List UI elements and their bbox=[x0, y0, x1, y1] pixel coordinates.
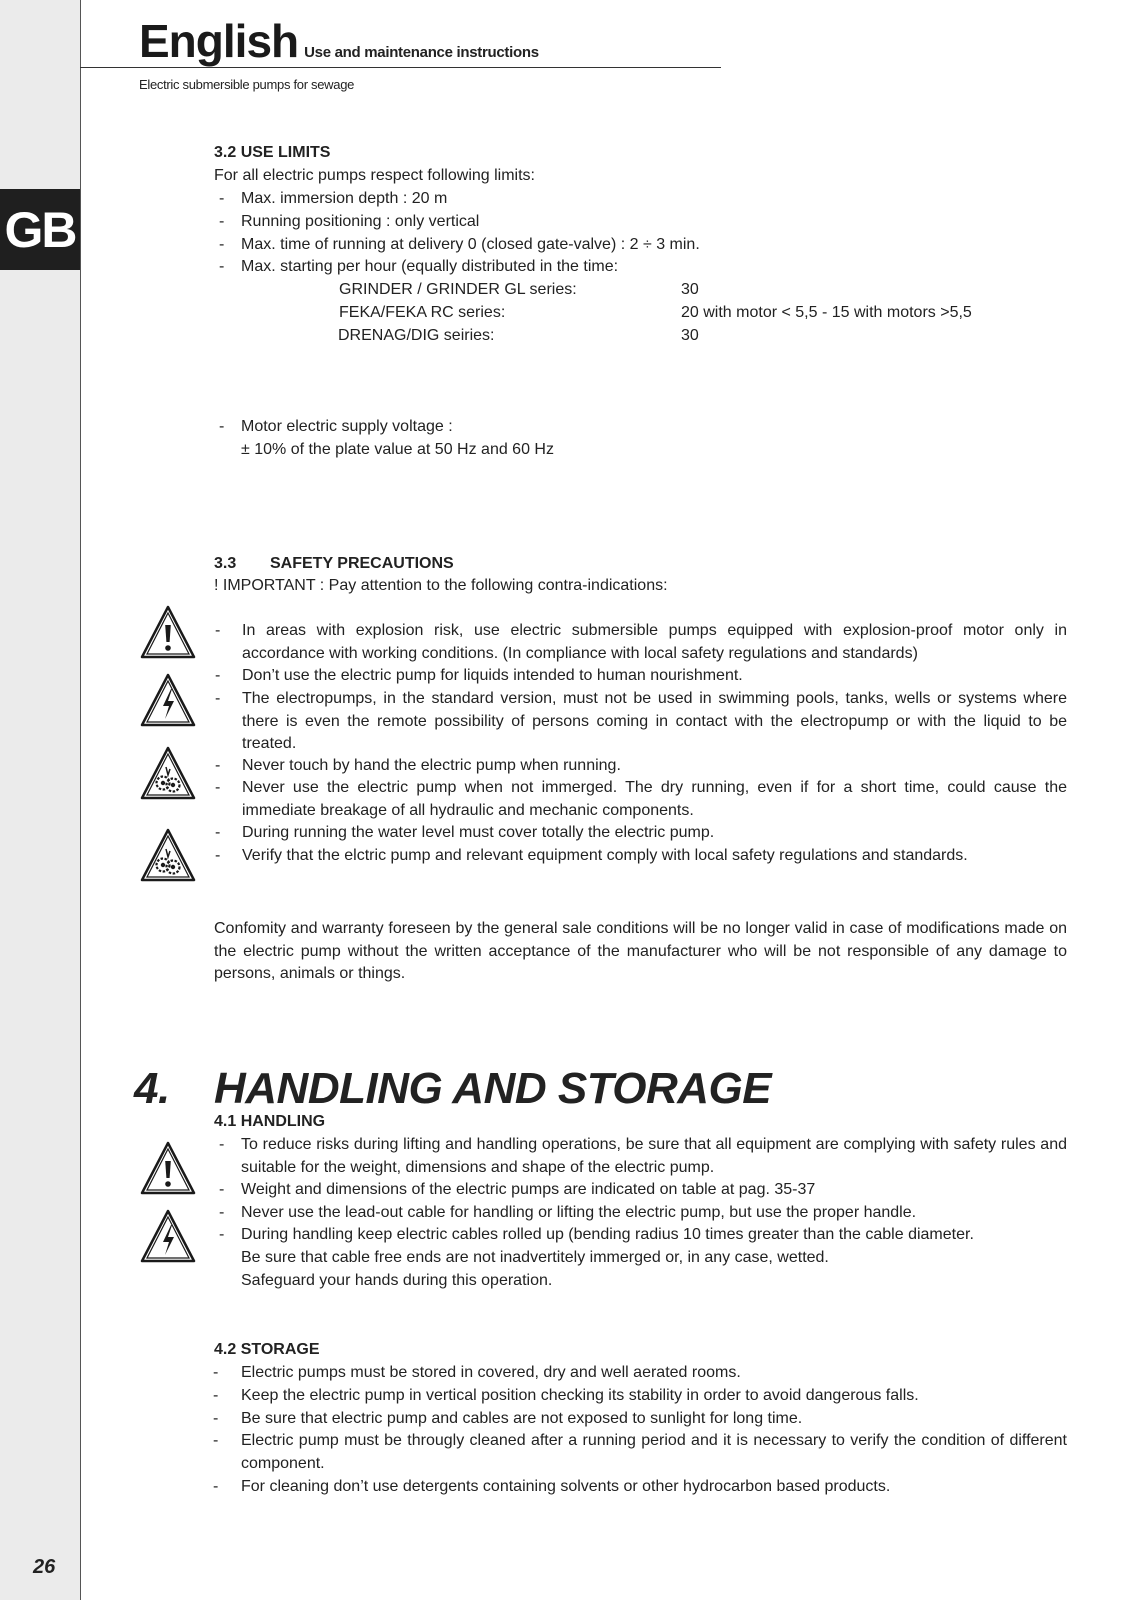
storage-item: Keep the electric pump in vertical position checking its stability in order to avoid dangerous falls. bbox=[241, 1387, 919, 1404]
section-number-3-3: 3.3 bbox=[214, 555, 237, 572]
series-value: 20 with motor < 5,5 - 15 with motors >5,5 bbox=[681, 304, 972, 321]
electric-hazard-icon bbox=[139, 1208, 197, 1266]
bullet-dash: - bbox=[219, 258, 225, 275]
header-rule bbox=[80, 67, 721, 68]
series-name: DRENAG/DIG seiries: bbox=[338, 327, 495, 344]
bullet-dash: - bbox=[219, 213, 225, 230]
series-value: 30 bbox=[681, 281, 699, 298]
safety-item: Don’t use the electric pump for liquids intended to human nourishment. bbox=[242, 667, 743, 684]
electric-hazard-icon bbox=[139, 672, 197, 730]
general-warning-icon bbox=[139, 1140, 197, 1198]
storage-item: Electric pumps must be stored in covered, dry and well aerated rooms. bbox=[241, 1364, 741, 1381]
moving-parts-hazard-icon bbox=[139, 745, 197, 803]
conformity-paragraph: Confomity and warranty foreseen by the general sale conditions will be no longer valid in case of modifications made on the electric pump without the written acceptance of the manufacturer who will be not responsible of any damage to persons, animals or things. bbox=[214, 920, 1067, 983]
storage-item: Be sure that electric pump and cables are not exposed to sunlight for long time. bbox=[241, 1410, 803, 1427]
bullet-dash: - bbox=[213, 1478, 219, 1495]
bullet-dash: - bbox=[219, 190, 225, 207]
use-limit-item: Max. starting per hour (equally distributed in the time: bbox=[241, 258, 619, 275]
bullet-dash: - bbox=[213, 1364, 219, 1381]
series-name: GRINDER / GRINDER GL series: bbox=[339, 281, 577, 298]
header-subtitle: Use and maintenance instructions bbox=[304, 44, 539, 61]
bullet-dash: - bbox=[213, 1432, 219, 1449]
safety-item: During running the water level must cover totally the electric pump. bbox=[242, 824, 715, 841]
bullet-dash: - bbox=[215, 779, 221, 796]
safety-item: Never use the electric pump when not immerged. The dry running, even if for a short time, could cause the immediate breakage of all hydraulic and mechanic components. bbox=[242, 779, 1067, 819]
safety-item: In areas with explosion risk, use electric submersible pumps equipped with explosion-proof motor only in accordance with working conditions. (In compliance with local safety regulations and standards) bbox=[242, 622, 1067, 662]
chapter-number: 4. bbox=[134, 1064, 170, 1113]
page-number: 26 bbox=[33, 1556, 56, 1578]
bullet-dash: - bbox=[215, 757, 221, 774]
series-value: 30 bbox=[681, 327, 699, 344]
bullet-dash: - bbox=[213, 1410, 219, 1427]
bullet-dash: - bbox=[215, 622, 221, 639]
general-warning-icon bbox=[139, 604, 197, 662]
bullet-dash: - bbox=[219, 1226, 225, 1243]
voltage-label: Motor electric supply voltage : bbox=[241, 418, 453, 435]
section-heading-4-2: 4.2 STORAGE bbox=[214, 1341, 320, 1358]
bullet-dash: - bbox=[219, 418, 225, 435]
bullet-dash: - bbox=[219, 1204, 225, 1221]
series-name: FEKA/FEKA RC series: bbox=[339, 304, 506, 321]
bullet-dash: - bbox=[213, 1387, 219, 1404]
section-heading-4-1: 4.1 HANDLING bbox=[214, 1113, 326, 1130]
page-header bbox=[139, 14, 539, 68]
bullet-dash: - bbox=[215, 690, 221, 707]
handling-note: Be sure that cable free ends are not inadvertitely immerged or, in any case, wetted. bbox=[241, 1249, 829, 1266]
storage-item: Electric pump must be througly cleaned after a running period and it is necessary to verify the condition of different component. bbox=[241, 1432, 1067, 1472]
voltage-value: ± 10% of the plate value at 50 Hz and 60 Hz bbox=[241, 441, 554, 458]
safety-item: Verify that the elctric pump and relevant equipment comply with local safety regulations and standards. bbox=[242, 847, 968, 864]
header-language: English bbox=[139, 15, 299, 67]
storage-item: For cleaning don’t use detergents containing solvents or other hydrocarbon based products. bbox=[241, 1478, 891, 1495]
bullet-dash: - bbox=[219, 1181, 225, 1198]
bullet-dash: - bbox=[219, 1136, 225, 1153]
chapter-title: HANDLING AND STORAGE bbox=[214, 1064, 772, 1113]
safety-item: Never touch by hand the electric pump when running. bbox=[242, 757, 621, 774]
bullet-dash: - bbox=[215, 847, 221, 864]
handling-note: Safeguard your hands during this operation. bbox=[241, 1272, 553, 1289]
important-note: ! IMPORTANT : Pay attention to the following contra-indications: bbox=[214, 577, 668, 594]
section-heading-3-3: SAFETY PRECAUTIONS bbox=[270, 555, 454, 572]
use-limit-item: Running positioning : only vertical bbox=[241, 213, 480, 230]
bullet-dash: - bbox=[219, 236, 225, 253]
bullet-dash: - bbox=[215, 824, 221, 841]
handling-item: To reduce risks during lifting and handling operations, be sure that all equipment are complying with safety rules and suitable for the weight, dimensions and shape of the electric pump. bbox=[241, 1136, 1067, 1176]
bullet-dash: - bbox=[215, 667, 221, 684]
safety-item: The electropumps, in the standard version, must not be used in swimming pools, tanks, wells or systems where there is even the remote possibility of persons coming in contact with the electropump or with the liquid to be treated. bbox=[242, 690, 1067, 753]
handling-item: During handling keep electric cables rolled up (bending radius 10 times greater than the cable diameter. bbox=[241, 1226, 974, 1243]
section-heading-3-2: 3.2 USE LIMITS bbox=[214, 144, 331, 161]
handling-item: Weight and dimensions of the electric pumps are indicated on table at pag. 35-37 bbox=[241, 1181, 816, 1198]
use-limit-item: Max. immersion depth : 20 m bbox=[241, 190, 448, 207]
handling-item: Never use the lead-out cable for handling or lifting the electric pump, but use the proper handle. bbox=[241, 1204, 917, 1221]
language-tab: GB bbox=[0, 189, 80, 270]
use-limit-item: Max. time of running at delivery 0 (closed gate-valve) : 2 ÷ 3 min. bbox=[241, 236, 700, 253]
document-type: Electric submersible pumps for sewage bbox=[139, 77, 355, 92]
moving-parts-hazard-icon bbox=[139, 827, 197, 885]
section-intro: For all electric pumps respect following limits: bbox=[214, 167, 535, 184]
